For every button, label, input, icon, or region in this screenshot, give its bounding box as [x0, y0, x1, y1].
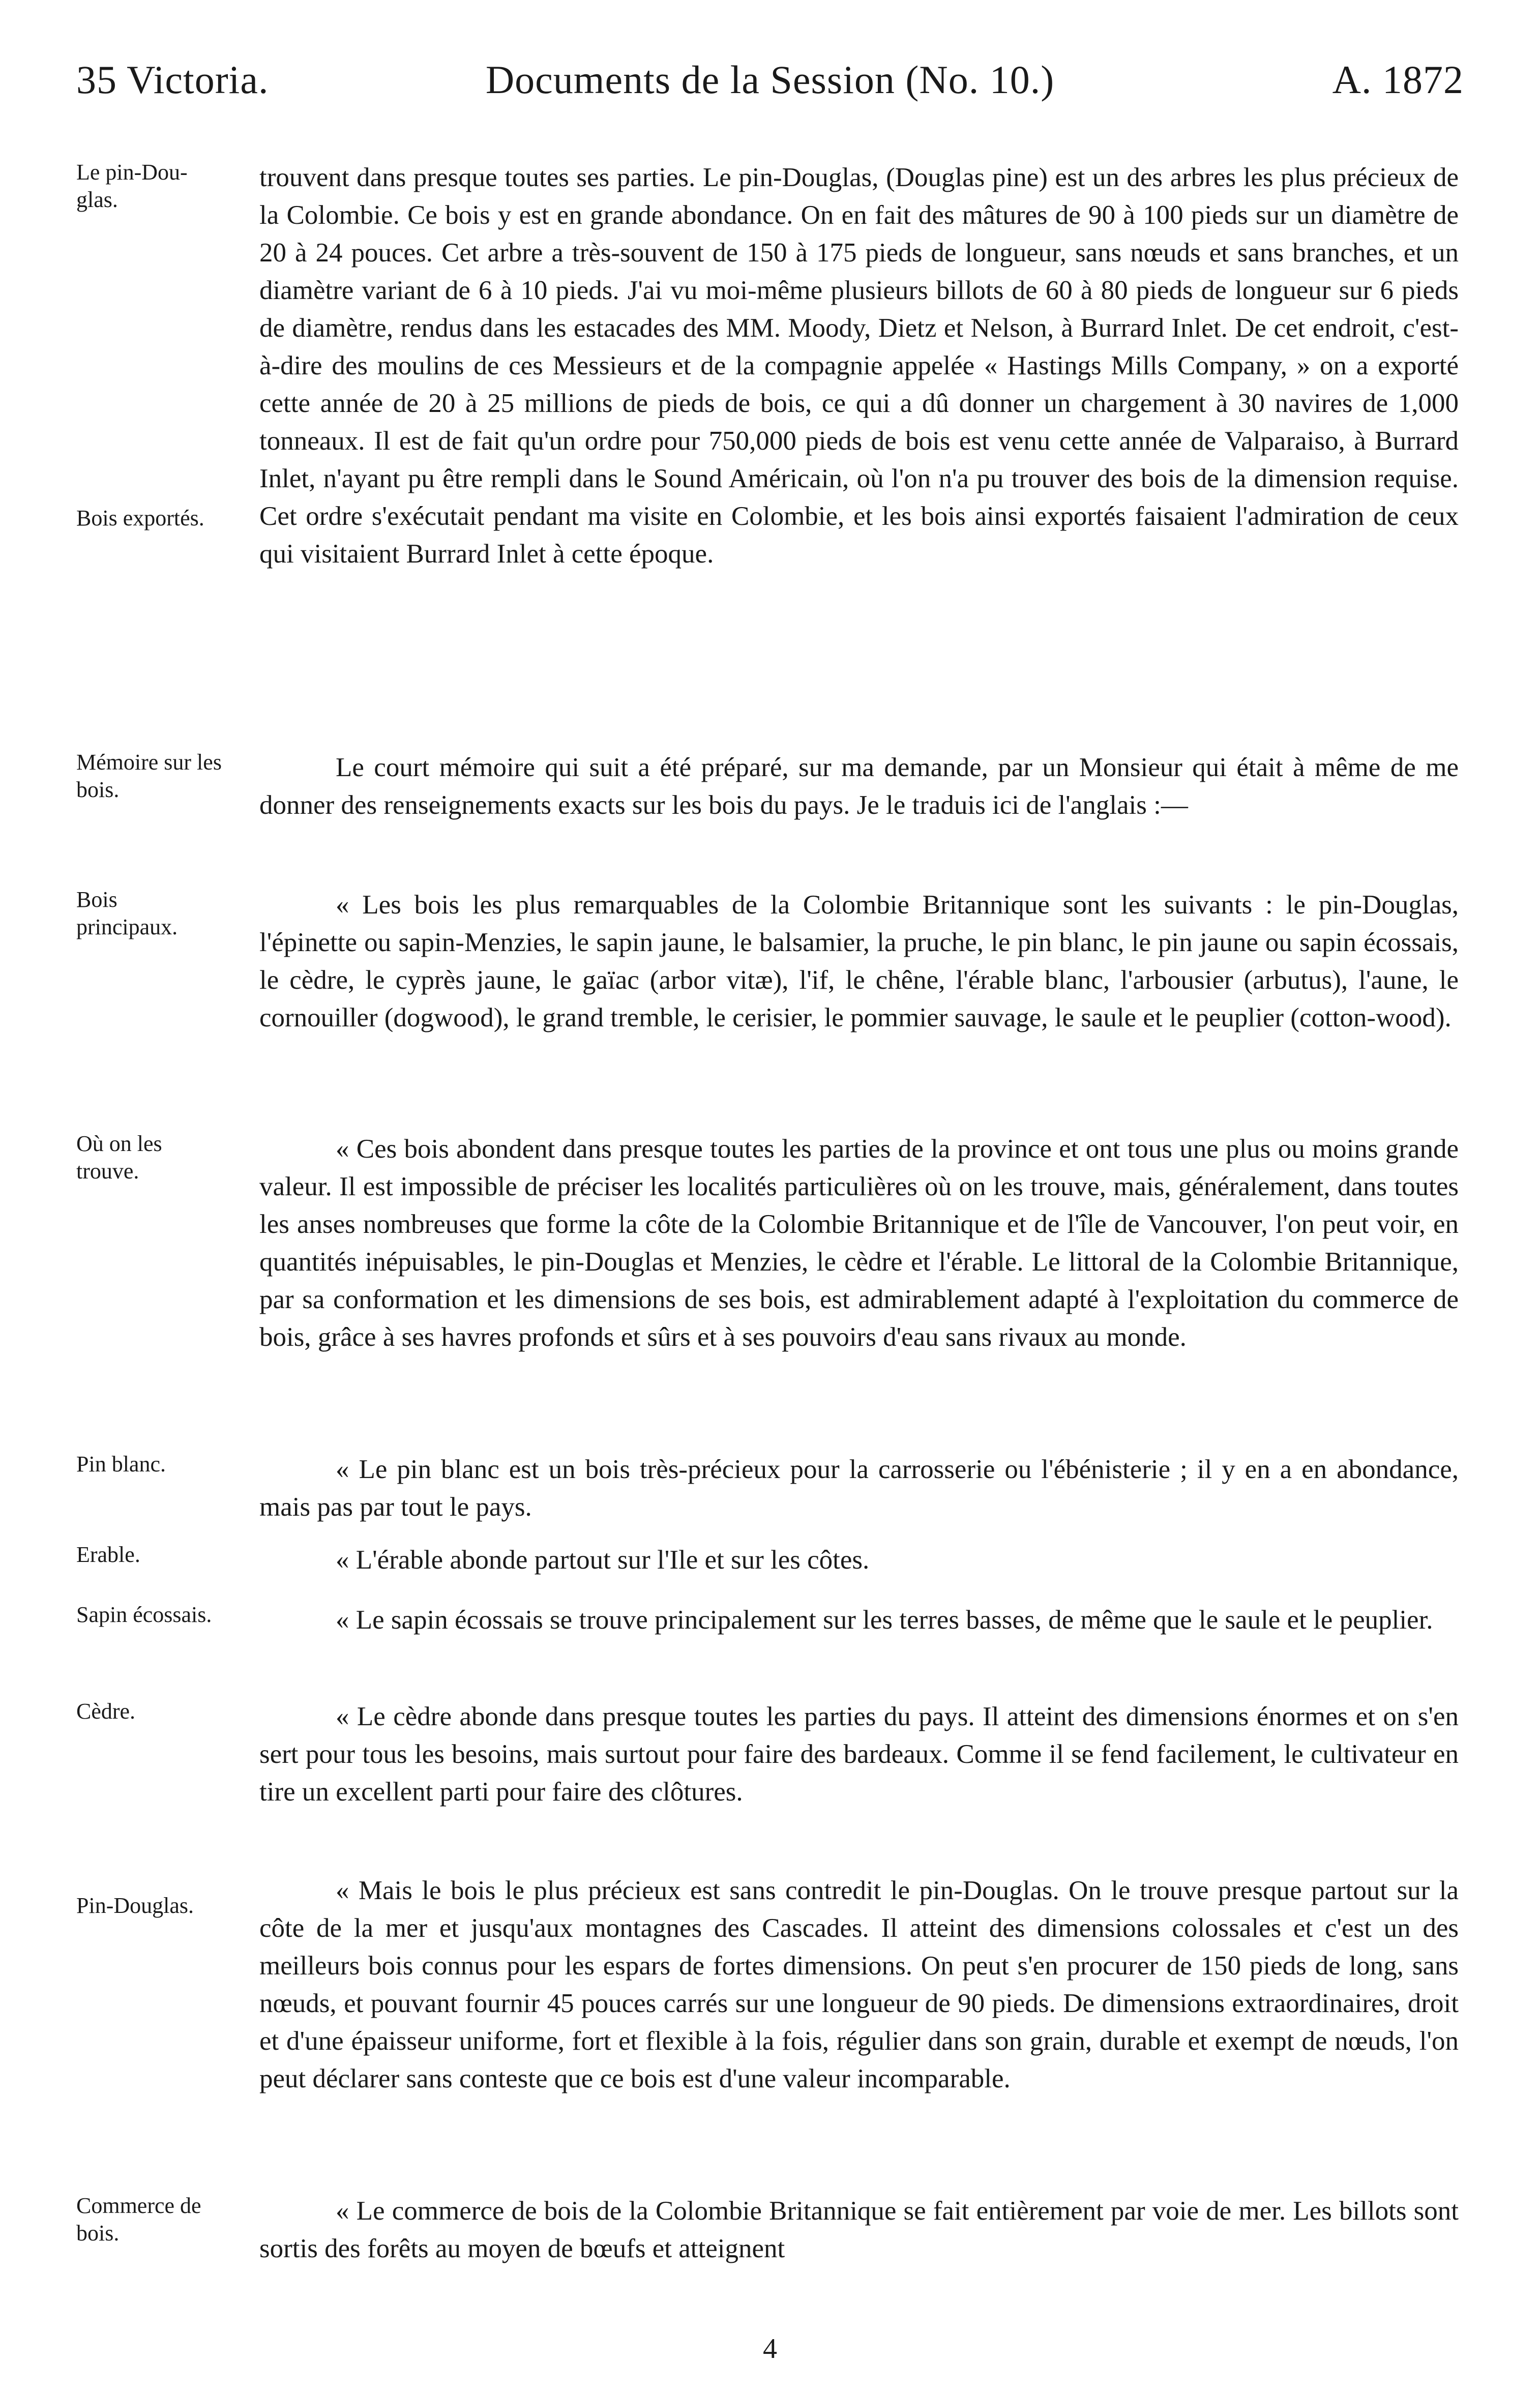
- paragraph: « Mais le bois le plus précieux est sans contredit le pin-Douglas. On le trouve presque partout sur la côte de la mer et jusqu'aux montagnes des Cascades. Il atteint des dimensions colossales et c'est un des meilleurs bois connus pour les espars de fortes dimensions. On peut s'en procurer de 150 pieds de long, sans nœuds, et pouvant fournir 45 pouces carrés sur une longueur de 90 pieds. De dimensions extraordinaires, droit et d'une épaisseur uniforme, fort et flexible à la fois, régulier dans son grain, durable et exempt de nœuds, l'on peut déclarer sans conteste que ce bois est d'une valeur incomparable.: [259, 1876, 1459, 2093]
- paragraph: « Le pin blanc est un bois très-précieux pour la carrosserie ou l'ébénisterie ; il y en a en abondance, mais pas par tout le pays.: [259, 1455, 1459, 1522]
- margin-note: Mémoire sur les bois.: [76, 750, 222, 802]
- section-bois-principaux: [76, 886, 1465, 1115]
- section-sapin-ecossais: [76, 1601, 1465, 1682]
- paragraph: « Le commerce de bois de la Colombie Britannique se fait entièrement par voie de mer. Les billots sont sortis des forêts au moyen de bœufs et atteignent: [259, 2196, 1459, 2263]
- running-header: [76, 57, 1464, 113]
- section-commerce-de-bois: [76, 2192, 1465, 2274]
- margin-note: Commerce de bois.: [76, 2193, 201, 2246]
- paragraph: « Ces bois abondent dans presque toutes les parties de la province et ont tous une plus ou moins grande valeur. Il est impossible de préciser les localités particulières où on les trouve, mais, généralement, dans toutes les anses nombreuses que forme la côte de la Colombie Britannique et de l'île de Vancouver, l'on peut voir, en quantités inépuisables, le pin-Douglas et Menzies, le cèdre et l'érable. Le littoral de la Colombie Britannique, par sa conformation et les dimensions de ses bois, est admirablement adapté à l'exploitation du commerce de bois, grâce à ses havres profonds et sûrs et à ses pouvoirs d'eau sans rivaux au monde.: [259, 1134, 1459, 1352]
- page-number: 4: [763, 2333, 777, 2365]
- margin-note: Le pin-Dou-glas.: [76, 160, 188, 212]
- paragraph: « Les bois les plus remarquables de la Colombie Britannique sont les suivants : le pin-Douglas, l'épinette ou sapin-Menzies, le sapin jaune, le balsamier, la pruche, le pin blanc, le pin jaune ou sapin écossais, le cèdre, le cyprès jaune, le gaïac (arbor vitæ), l'if, le chêne, l'érable blanc, l'arbousier (arbutus), l'aune, le cornouiller (dogwood), le grand tremble, le cerisier, le pommier sauvage, le saule et le peuplier (cotton-wood).: [259, 890, 1459, 1032]
- margin-note: Pin-Douglas.: [76, 1893, 194, 1918]
- section-ou-on-les-trouve: [76, 1130, 1465, 1435]
- section-pin-douglas-intro: [76, 159, 1465, 733]
- header-right: A. 1872: [1332, 57, 1464, 102]
- header-left: 35 Victoria.: [76, 57, 269, 102]
- margin-note: Cèdre.: [76, 1699, 136, 1724]
- margin-note: Bois principaux.: [76, 887, 178, 939]
- paragraph: « Le cèdre abonde dans presque toutes les parties du pays. Il atteint des dimensions énormes et on s'en sert pour tous les besoins, mais surtout pour faire des bardeaux. Comme il se fend facilement, le cultivateur en tire un excellent parti pour faire des clôtures.: [259, 1702, 1459, 1807]
- paragraph: Le court mémoire qui suit a été préparé, sur ma demande, par un Monsieur qui était à même de me donner des renseignements exacts sur les bois du pays. Je le traduis ici de l'anglais :—: [259, 753, 1459, 820]
- paragraph: « Le sapin écossais se trouve principalement sur les terres basses, de même que le saule et le peuplier.: [336, 1605, 1433, 1635]
- section-erable: [76, 1541, 1465, 1587]
- margin-note-secondary: Bois exportés.: [76, 506, 204, 530]
- margin-note: Sapin écossais.: [76, 1602, 212, 1627]
- header-center: Documents de la Session (No. 10.): [485, 57, 1055, 102]
- section-pin-douglas: [76, 1872, 1465, 2177]
- section-cedre: [76, 1698, 1465, 1861]
- paragraph: « L'érable abonde partout sur l'Ile et sur les côtes.: [336, 1545, 870, 1575]
- section-memoire: [76, 749, 1465, 866]
- margin-note: Où on les trouve.: [76, 1131, 162, 1184]
- paragraph: trouvent dans presque toutes ses parties. Le pin-Douglas, (Douglas pine) est un des arbres les plus précieux de la Colombie. Ce bois y est en grande abondance. On en fait des mâtures de 90 à 100 pieds sur un diamètre de 20 à 24 pouces. Cet arbre a très-souvent de 150 à 175 pieds de longueur, sans nœuds et sans branches, et un diamètre variant de 6 à 10 pieds. J'ai vu moi-même plusieurs billots de 60 à 80 pieds de longueur sur 6 pieds de diamètre, rendus dans les estacades des MM. Moody, Dietz et Nelson, à Burrard Inlet. De cet endroit, c'est-à-dire des moulins de ces Messieurs et de la compagnie appelée « Hastings Mills Company, » on a exporté cette année de 20 à 25 millions de pieds de bois, ce qui a dû donner un chargement à 30 navires de 1,000 tonneaux. Il est de fait qu'un ordre pour 750,000 pieds de bois est venu cette année de Valparaiso, à Burrard Inlet, n'ayant pu être rempli dans le Sound Américain, où l'on n'a pu trouver des bois de la dimension requise. Cet ordre s'exécutait pendant ma visite en Colombie, et les bois ainsi exportés faisaient l'admiration de ceux qui visitaient Burrard Inlet à cette époque.: [259, 163, 1459, 569]
- margin-note: Pin blanc.: [76, 1452, 166, 1477]
- margin-note: Erable.: [76, 1542, 140, 1567]
- section-pin-blanc: [76, 1451, 1465, 1532]
